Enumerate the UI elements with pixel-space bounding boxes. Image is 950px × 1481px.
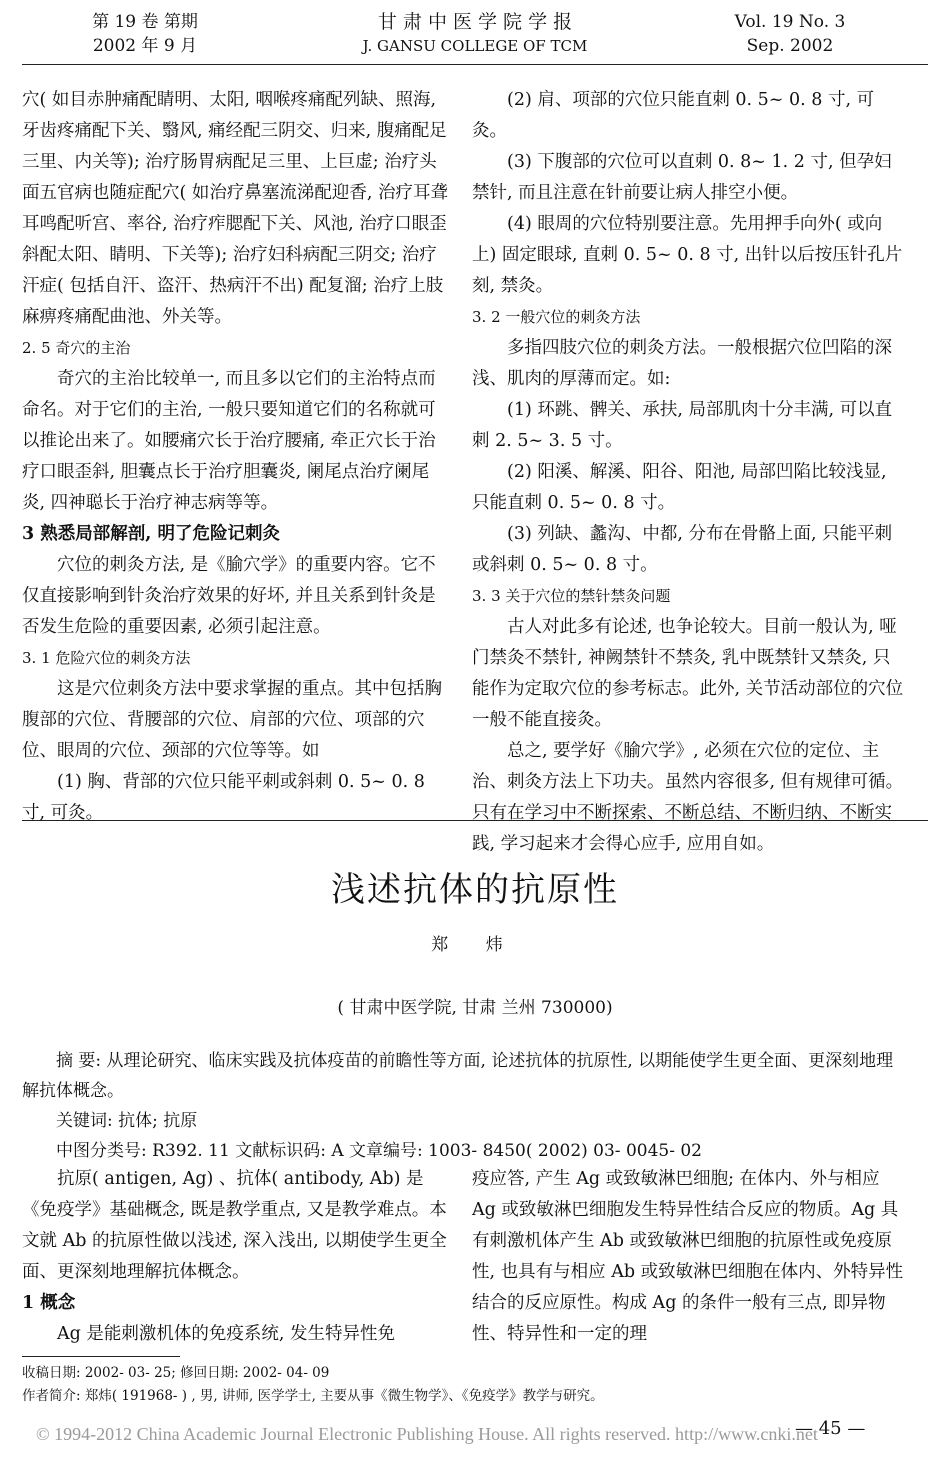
bottom-left-column: [22, 1164, 452, 1350]
section-heading-2-5: 2. 5 奇穴的主治: [22, 339, 131, 357]
paragraph: 奇穴的主治比较单一, 而且多以它们的主治特点而命名。对于它们的主治, 一般只要知道它们的名称就可以推论出来了。如腰痛穴长于治疗腰痛, 牵正穴长于治疗口眼歪斜, 胆囊点长于治疗胆囊炎, 阑尾点治疗阑尾炎, 四神聪长于治疗神志病等等。: [22, 369, 436, 513]
page-number: — 45 —: [795, 1418, 866, 1439]
paragraph: 穴( 如目赤肿痛配睛明、太阳, 咽喉疼痛配列缺、照海, 牙齿疼痛配下关、翳风, 痛经配三阴交、归来, 腹痛配足三里、内关等); 治疗肠胃病配足三里、上巨虚; 治疗头面五官病也随症配穴( 如治疗鼻塞流涕配迎香, 治疗耳聋耳鸣配听宫、率谷, 治疗痄腮配下关、风池, 治疗口眼歪斜配太阳、睛明、下关等); 治疗妇科病配三阴交; 治疗汗症( 包括自汗、盗汗、热病汗不出) 配复溜; 治疗上肢麻痹疼痛配曲池、外关等。: [22, 90, 449, 327]
paragraph: 古人对此多有论述, 也争论较大。目前一般认为, 哑门禁灸不禁针, 神阙禁针不禁灸, 乳中既禁针又禁灸, 只能作为定取穴位的参考标志。此外, 关节活动部位的穴位一般不能直接灸。: [472, 617, 904, 730]
paragraph: (3) 列缺、蠡沟、中都, 分布在骨骼上面, 只能平刺或斜刺 0. 5~ 0. 8 寸。: [472, 524, 893, 575]
section-heading-1: 1 概念: [22, 1293, 76, 1313]
paragraph: 这是穴位刺灸方法中要求掌握的重点。其中包括胸腹部的穴位、背腰部的穴位、肩部的穴位、项部的穴位、眼周的穴位、颈部的穴位等等。如: [22, 679, 442, 761]
keywords: 关键词: 抗体; 抗原: [56, 1111, 198, 1131]
paragraph: 总之, 要学好《腧穴学》, 必须在穴位的定位、主治、刺灸方法上下功夫。虽然内容很多, 但有规律可循。只有在学习中不断探索、不断总结、不断归纳、不断实践, 学习起来才会得心应手, 应用自如。: [472, 741, 904, 854]
header-date-en: Sep. 2002: [746, 36, 834, 56]
article-affiliation: ( 甘肃中医学院, 甘肃 兰州 730000): [337, 998, 613, 1018]
header-volume-issue: 第 19 卷 第期: [92, 12, 198, 32]
header-vol-en: [700, 10, 880, 58]
paragraph: (1) 环跳、髀关、承扶, 局部肌肉十分丰满, 可以直刺 2. 5~ 3. 5 寸。: [472, 400, 893, 451]
top-left-column: [22, 85, 452, 829]
paragraph: 疫应答, 产生 Ag 或致敏淋巴细胞; 在体内、外与相应 Ag 或致敏淋巴细胞发生特异性结合反应的物质。Ag 具有刺激机体产生 Ab 或致敏淋巴细胞的抗原性或免疫原性, 也具有与相应 Ab 或致敏淋巴细胞在体内、外特异性结合的反应原性。构成 Ag 的条件一般有三点, 即异物性、特异性和一定的理: [472, 1169, 904, 1344]
section-heading-3-2: 3. 2 一般穴位的刺灸方法: [472, 308, 641, 326]
header-date: 2002 年 9 月: [92, 36, 198, 56]
header-journal-cn: 甘 肃 中 医 学 院 学 报: [377, 11, 573, 33]
article-title: 浅述抗体的抗原性: [331, 870, 619, 910]
paragraph: 穴位的刺灸方法, 是《腧穴学》的重要内容。它不仅直接影响到针灸治疗效果的好坏, 并且关系到针灸是否发生危险的重要因素, 必须引起注意。: [22, 555, 436, 637]
footnote-dates: 收稿日期: 2002- 03- 25; 修回日期: 2002- 04- 09: [22, 1365, 330, 1381]
article-separator-rule: [22, 820, 928, 821]
header-journal: [310, 10, 640, 58]
abstract: 摘 要: 从理论研究、临床实践及抗体疫苗的前瞻性等方面, 论述抗体的抗原性, 以期能使学生更全面、更深刻地理解抗体概念。: [22, 1051, 894, 1101]
paragraph: (3) 下腹部的穴位可以直刺 0. 8~ 1. 2 寸, 但孕妇禁针, 而且注意在针前要让病人排空小便。: [472, 152, 892, 203]
abstract-block: [22, 1046, 906, 1166]
paragraph: (1) 胸、背部的穴位只能平刺或斜刺 0. 5~ 0. 8 寸, 可灸。: [22, 772, 425, 823]
header-volume: [70, 10, 220, 58]
paragraph: 抗原( antigen, Ag) 、抗体( antibody, Ab) 是《免疫学》基础概念, 既是教学重点, 又是教学难点。本文就 Ab 的抗原性做以浅述, 深入浅出, 以期使学生更全面、更深刻地理解抗体概念。: [22, 1169, 447, 1282]
footnote-author-bio: 作者简介: 郑炜( 191968- ) , 男, 讲师, 医学学士, 主要从事《微生物学》、《免疫学》教学与研究。: [22, 1388, 604, 1404]
paragraph: Ag 是能刺激机体的免疫系统, 发生特异性免: [57, 1324, 396, 1344]
copyright-notice: © 1994-2012 China Academic Journal Electronic Publishing House. All rights reserved. http://www.cnki.net: [36, 1424, 818, 1444]
classification-line: 中图分类号: R392. 11 文献标识码: A 文章编号: 1003- 8450( 2002) 03- 0045- 02: [56, 1141, 702, 1161]
header-journal-en: J. GANSU COLLEGE OF TCM: [362, 37, 588, 55]
paragraph: (2) 阳溪、解溪、阳谷、阳池, 局部凹陷比较浅显, 只能直刺 0. 5~ 0. 8 寸。: [472, 462, 887, 513]
bottom-right-column: [472, 1164, 904, 1350]
header-vol-no: Vol. 19 No. 3: [734, 12, 846, 32]
article-author: 郑 炜: [431, 935, 519, 955]
top-right-column: [472, 85, 904, 860]
section-heading-3-1: 3. 1 危险穴位的刺灸方法: [22, 649, 191, 667]
paragraph: (2) 肩、项部的穴位只能直刺 0. 5~ 0. 8 寸, 可灸。: [472, 90, 875, 141]
section-heading-3: 3 熟悉局部解剖, 明了危险记刺灸: [22, 524, 280, 544]
header-rule: [22, 64, 928, 65]
paragraph: (4) 眼周的穴位特别要注意。先用押手向外( 或向上) 固定眼球, 直刺 0. 5~ 0. 8 寸, 出针以后按压针孔片刻, 禁灸。: [472, 214, 903, 296]
paragraph: 多指四肢穴位的刺灸方法。一般根据穴位凹陷的深浅、肌肉的厚薄而定。如:: [472, 338, 892, 389]
section-heading-3-3: 3. 3 关于穴位的禁针禁灸问题: [472, 587, 671, 605]
footnote-rule: [22, 1356, 180, 1357]
